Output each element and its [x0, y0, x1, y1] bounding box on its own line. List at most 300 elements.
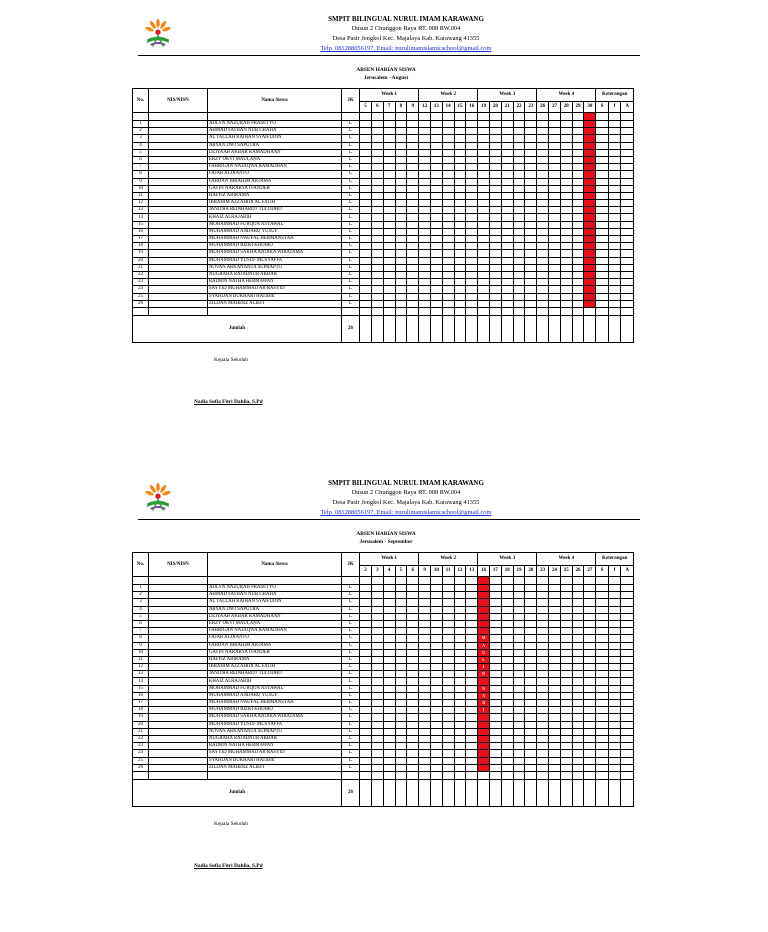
attendance-cell[interactable] — [442, 300, 454, 307]
attendance-cell[interactable] — [490, 685, 502, 692]
attendance-cell[interactable] — [584, 671, 596, 678]
attendance-cell[interactable] — [430, 171, 442, 178]
keterangan-a-cell[interactable] — [621, 599, 634, 606]
attendance-cell[interactable] — [454, 635, 466, 642]
attendance-cell[interactable] — [395, 714, 407, 721]
attendance-cell[interactable] — [442, 250, 454, 257]
attendance-cell[interactable] — [360, 128, 372, 135]
attendance-cell[interactable] — [572, 743, 584, 750]
attendance-cell[interactable] — [478, 192, 490, 199]
attendance-cell[interactable] — [371, 707, 383, 714]
attendance-cell[interactable] — [419, 264, 431, 271]
attendance-cell[interactable] — [371, 228, 383, 235]
attendance-cell[interactable] — [537, 620, 549, 627]
attendance-cell[interactable] — [371, 156, 383, 163]
keterangan-a-cell[interactable] — [621, 207, 634, 214]
attendance-cell[interactable] — [549, 228, 561, 235]
keterangan-i-cell[interactable] — [608, 221, 620, 228]
attendance-cell[interactable] — [572, 678, 584, 685]
attendance-cell[interactable] — [407, 178, 419, 185]
keterangan-a-cell[interactable] — [621, 236, 634, 243]
attendance-cell[interactable] — [360, 620, 372, 627]
attendance-cell[interactable] — [560, 735, 572, 742]
attendance-cell[interactable] — [419, 764, 431, 771]
keterangan-a-cell[interactable] — [621, 743, 634, 750]
attendance-cell[interactable] — [442, 178, 454, 185]
attendance-cell[interactable] — [525, 664, 537, 671]
attendance-cell[interactable] — [572, 707, 584, 714]
attendance-cell[interactable] — [430, 649, 442, 656]
attendance-cell[interactable] — [525, 757, 537, 764]
keterangan-s-cell[interactable] — [596, 599, 608, 606]
keterangan-i-cell[interactable] — [608, 257, 620, 264]
attendance-cell[interactable] — [407, 678, 419, 685]
attendance-cell[interactable] — [549, 135, 561, 142]
attendance-cell[interactable] — [419, 599, 431, 606]
attendance-cell[interactable] — [501, 257, 513, 264]
attendance-cell[interactable] — [407, 171, 419, 178]
attendance-cell[interactable] — [537, 728, 549, 735]
attendance-cell[interactable] — [466, 664, 478, 671]
attendance-cell[interactable] — [360, 635, 372, 642]
attendance-cell[interactable] — [419, 128, 431, 135]
attendance-cell[interactable] — [572, 714, 584, 721]
attendance-cell[interactable] — [419, 750, 431, 757]
attendance-cell[interactable] — [407, 757, 419, 764]
keterangan-i-cell[interactable] — [608, 178, 620, 185]
attendance-cell[interactable] — [572, 286, 584, 293]
attendance-cell[interactable] — [430, 707, 442, 714]
attendance-cell[interactable] — [466, 671, 478, 678]
attendance-cell[interactable] — [501, 250, 513, 257]
attendance-cell[interactable] — [419, 743, 431, 750]
attendance-cell[interactable] — [572, 257, 584, 264]
attendance-cell[interactable] — [466, 750, 478, 757]
attendance-cell[interactable] — [537, 121, 549, 128]
attendance-cell[interactable] — [490, 185, 502, 192]
attendance-cell[interactable] — [442, 128, 454, 135]
attendance-cell[interactable] — [371, 271, 383, 278]
keterangan-s-cell[interactable] — [596, 685, 608, 692]
attendance-cell[interactable] — [584, 656, 596, 663]
keterangan-s-cell[interactable] — [596, 171, 608, 178]
attendance-cell[interactable] — [537, 628, 549, 635]
attendance-cell[interactable] — [383, 735, 395, 742]
attendance-cell[interactable] — [537, 257, 549, 264]
attendance-cell[interactable] — [584, 664, 596, 671]
attendance-cell[interactable] — [525, 185, 537, 192]
attendance-cell[interactable] — [490, 164, 502, 171]
attendance-cell[interactable] — [584, 678, 596, 685]
attendance-cell[interactable] — [407, 700, 419, 707]
attendance-cell[interactable] — [501, 764, 513, 771]
attendance-cell[interactable] — [572, 585, 584, 592]
attendance-cell[interactable] — [513, 642, 525, 649]
keterangan-a-cell[interactable] — [621, 678, 634, 685]
keterangan-s-cell[interactable] — [596, 642, 608, 649]
attendance-cell[interactable] — [454, 128, 466, 135]
attendance-cell[interactable] — [537, 192, 549, 199]
attendance-cell[interactable] — [549, 221, 561, 228]
attendance-cell[interactable] — [501, 271, 513, 278]
attendance-cell[interactable] — [442, 171, 454, 178]
attendance-cell[interactable] — [395, 128, 407, 135]
attendance-cell[interactable] — [383, 642, 395, 649]
attendance-cell[interactable] — [549, 678, 561, 685]
attendance-cell[interactable] — [513, 649, 525, 656]
keterangan-s-cell[interactable] — [596, 735, 608, 742]
attendance-cell[interactable] — [442, 743, 454, 750]
attendance-cell[interactable] — [525, 286, 537, 293]
keterangan-i-cell[interactable] — [608, 728, 620, 735]
keterangan-s-cell[interactable] — [596, 293, 608, 300]
attendance-cell[interactable] — [466, 236, 478, 243]
attendance-cell[interactable] — [442, 156, 454, 163]
attendance-cell[interactable] — [395, 599, 407, 606]
keterangan-a-cell[interactable] — [621, 128, 634, 135]
attendance-cell[interactable] — [560, 728, 572, 735]
keterangan-i-cell[interactable] — [608, 286, 620, 293]
attendance-cell[interactable] — [419, 606, 431, 613]
attendance-cell[interactable] — [360, 700, 372, 707]
attendance-cell[interactable] — [442, 642, 454, 649]
attendance-cell[interactable] — [360, 171, 372, 178]
attendance-cell[interactable] — [513, 671, 525, 678]
attendance-cell[interactable] — [430, 207, 442, 214]
attendance-cell[interactable] — [501, 185, 513, 192]
attendance-cell[interactable] — [360, 264, 372, 271]
attendance-cell[interactable] — [572, 728, 584, 735]
attendance-cell[interactable] — [371, 599, 383, 606]
keterangan-i-cell[interactable] — [608, 613, 620, 620]
attendance-cell[interactable] — [572, 656, 584, 663]
keterangan-s-cell[interactable] — [596, 635, 608, 642]
attendance-cell[interactable] — [395, 156, 407, 163]
attendance-cell[interactable] — [360, 243, 372, 250]
attendance-cell[interactable] — [537, 171, 549, 178]
attendance-cell[interactable] — [383, 743, 395, 750]
attendance-cell[interactable] — [383, 678, 395, 685]
attendance-cell[interactable] — [466, 243, 478, 250]
attendance-cell[interactable] — [513, 121, 525, 128]
attendance-cell[interactable] — [478, 149, 490, 156]
attendance-cell[interactable] — [537, 271, 549, 278]
attendance-cell[interactable] — [383, 721, 395, 728]
attendance-cell[interactable] — [560, 757, 572, 764]
keterangan-s-cell[interactable] — [596, 128, 608, 135]
attendance-cell[interactable] — [478, 236, 490, 243]
attendance-cell[interactable] — [395, 649, 407, 656]
attendance-cell[interactable] — [525, 728, 537, 735]
attendance-cell[interactable] — [442, 135, 454, 142]
attendance-cell[interactable] — [395, 207, 407, 214]
attendance-cell[interactable] — [513, 236, 525, 243]
attendance-cell[interactable] — [395, 271, 407, 278]
attendance-cell[interactable] — [478, 279, 490, 286]
attendance-cell[interactable] — [407, 620, 419, 627]
attendance-cell[interactable] — [490, 279, 502, 286]
keterangan-a-cell[interactable] — [621, 685, 634, 692]
keterangan-i-cell[interactable] — [608, 135, 620, 142]
attendance-cell[interactable] — [419, 707, 431, 714]
attendance-cell[interactable] — [371, 692, 383, 699]
attendance-cell[interactable] — [501, 678, 513, 685]
attendance-cell[interactable] — [560, 700, 572, 707]
keterangan-a-cell[interactable] — [621, 692, 634, 699]
keterangan-i-cell[interactable] — [608, 164, 620, 171]
attendance-cell[interactable] — [501, 279, 513, 286]
keterangan-a-cell[interactable] — [621, 606, 634, 613]
attendance-cell[interactable] — [371, 171, 383, 178]
attendance-cell[interactable] — [419, 685, 431, 692]
attendance-cell[interactable] — [383, 635, 395, 642]
attendance-cell[interactable] — [537, 585, 549, 592]
attendance-cell[interactable] — [383, 200, 395, 207]
attendance-cell[interactable] — [466, 735, 478, 742]
attendance-cell[interactable] — [560, 649, 572, 656]
attendance-cell[interactable] — [407, 271, 419, 278]
keterangan-i-cell[interactable] — [608, 599, 620, 606]
attendance-cell[interactable] — [371, 664, 383, 671]
attendance-cell[interactable] — [454, 135, 466, 142]
attendance-cell[interactable] — [395, 121, 407, 128]
attendance-cell[interactable] — [371, 300, 383, 307]
attendance-cell[interactable] — [560, 243, 572, 250]
attendance-cell[interactable] — [407, 185, 419, 192]
attendance-cell[interactable] — [395, 664, 407, 671]
attendance-cell[interactable] — [442, 678, 454, 685]
attendance-cell[interactable] — [513, 293, 525, 300]
attendance-cell[interactable] — [549, 728, 561, 735]
keterangan-i-cell[interactable] — [608, 721, 620, 728]
attendance-cell[interactable] — [513, 200, 525, 207]
attendance-cell[interactable] — [560, 743, 572, 750]
attendance-cell[interactable] — [395, 685, 407, 692]
attendance-cell[interactable] — [360, 214, 372, 221]
attendance-cell[interactable] — [395, 185, 407, 192]
school-contact-link[interactable]: Telp. 081288056197, Email: nurulimamislamicschool@gmail.com — [320, 509, 492, 516]
attendance-cell[interactable] — [395, 678, 407, 685]
attendance-cell[interactable] — [490, 642, 502, 649]
attendance-cell[interactable] — [572, 599, 584, 606]
attendance-cell[interactable] — [466, 164, 478, 171]
attendance-cell[interactable] — [395, 764, 407, 771]
attendance-cell[interactable] — [407, 592, 419, 599]
attendance-cell[interactable] — [430, 664, 442, 671]
attendance-cell[interactable] — [501, 592, 513, 599]
attendance-cell[interactable] — [371, 656, 383, 663]
attendance-cell[interactable] — [501, 613, 513, 620]
attendance-cell[interactable] — [537, 178, 549, 185]
attendance-cell[interactable] — [371, 642, 383, 649]
attendance-cell[interactable] — [407, 692, 419, 699]
attendance-cell[interactable] — [419, 185, 431, 192]
attendance-cell[interactable] — [454, 228, 466, 235]
attendance-cell[interactable] — [572, 149, 584, 156]
attendance-cell[interactable] — [513, 257, 525, 264]
attendance-cell[interactable] — [490, 178, 502, 185]
keterangan-i-cell[interactable] — [608, 228, 620, 235]
attendance-cell[interactable] — [513, 264, 525, 271]
attendance-cell[interactable] — [430, 293, 442, 300]
attendance-cell[interactable] — [371, 178, 383, 185]
attendance-cell[interactable] — [584, 757, 596, 764]
keterangan-i-cell[interactable] — [608, 200, 620, 207]
keterangan-s-cell[interactable] — [596, 164, 608, 171]
attendance-cell[interactable] — [537, 721, 549, 728]
keterangan-a-cell[interactable] — [621, 135, 634, 142]
attendance-cell[interactable] — [560, 300, 572, 307]
keterangan-i-cell[interactable] — [608, 271, 620, 278]
keterangan-s-cell[interactable] — [596, 721, 608, 728]
attendance-cell[interactable] — [537, 236, 549, 243]
attendance-cell[interactable] — [560, 228, 572, 235]
attendance-cell[interactable] — [360, 707, 372, 714]
attendance-cell[interactable] — [442, 764, 454, 771]
attendance-cell[interactable] — [442, 164, 454, 171]
attendance-cell[interactable] — [501, 750, 513, 757]
attendance-cell[interactable] — [513, 185, 525, 192]
attendance-cell[interactable] — [360, 192, 372, 199]
attendance-cell[interactable] — [395, 613, 407, 620]
attendance-cell[interactable] — [560, 692, 572, 699]
attendance-cell[interactable] — [407, 207, 419, 214]
attendance-cell[interactable] — [525, 121, 537, 128]
attendance-cell[interactable] — [454, 649, 466, 656]
attendance-cell[interactable] — [537, 149, 549, 156]
keterangan-s-cell[interactable] — [596, 250, 608, 257]
attendance-cell[interactable] — [584, 642, 596, 649]
attendance-cell[interactable] — [430, 250, 442, 257]
attendance-cell[interactable] — [513, 164, 525, 171]
attendance-cell[interactable] — [537, 286, 549, 293]
attendance-cell[interactable] — [560, 279, 572, 286]
attendance-cell[interactable] — [525, 620, 537, 627]
attendance-cell[interactable] — [572, 207, 584, 214]
attendance-cell[interactable] — [419, 642, 431, 649]
attendance-cell[interactable] — [537, 142, 549, 149]
attendance-cell[interactable] — [383, 279, 395, 286]
keterangan-i-cell[interactable] — [608, 700, 620, 707]
attendance-cell[interactable] — [466, 721, 478, 728]
keterangan-i-cell[interactable] — [608, 171, 620, 178]
attendance-cell[interactable] — [525, 700, 537, 707]
attendance-cell[interactable] — [371, 207, 383, 214]
attendance-cell[interactable] — [454, 293, 466, 300]
attendance-cell[interactable] — [466, 214, 478, 221]
attendance-cell[interactable] — [525, 257, 537, 264]
attendance-cell[interactable] — [466, 300, 478, 307]
attendance-cell[interactable] — [478, 300, 490, 307]
attendance-cell[interactable] — [360, 149, 372, 156]
keterangan-s-cell[interactable] — [596, 757, 608, 764]
attendance-cell[interactable] — [371, 700, 383, 707]
attendance-cell[interactable] — [395, 692, 407, 699]
attendance-cell[interactable] — [442, 620, 454, 627]
attendance-cell[interactable] — [572, 192, 584, 199]
keterangan-a-cell[interactable] — [621, 707, 634, 714]
attendance-cell[interactable] — [407, 236, 419, 243]
attendance-cell[interactable] — [560, 185, 572, 192]
attendance-cell[interactable] — [490, 628, 502, 635]
attendance-cell[interactable] — [572, 300, 584, 307]
attendance-cell[interactable] — [501, 200, 513, 207]
keterangan-i-cell[interactable] — [608, 743, 620, 750]
attendance-cell[interactable] — [419, 628, 431, 635]
attendance-cell[interactable] — [419, 585, 431, 592]
attendance-cell[interactable] — [560, 764, 572, 771]
attendance-cell[interactable] — [360, 200, 372, 207]
keterangan-i-cell[interactable] — [608, 243, 620, 250]
attendance-cell[interactable] — [537, 185, 549, 192]
attendance-cell[interactable] — [383, 264, 395, 271]
attendance-cell[interactable] — [466, 678, 478, 685]
attendance-cell[interactable] — [383, 700, 395, 707]
attendance-cell[interactable] — [430, 300, 442, 307]
attendance-cell[interactable] — [525, 171, 537, 178]
attendance-cell[interactable] — [442, 750, 454, 757]
attendance-cell[interactable] — [371, 678, 383, 685]
attendance-cell[interactable] — [490, 707, 502, 714]
attendance-cell[interactable] — [572, 178, 584, 185]
attendance-cell[interactable] — [395, 735, 407, 742]
attendance-cell[interactable] — [419, 620, 431, 627]
keterangan-s-cell[interactable] — [596, 243, 608, 250]
attendance-cell[interactable] — [466, 743, 478, 750]
attendance-cell[interactable] — [371, 714, 383, 721]
attendance-cell[interactable] — [466, 200, 478, 207]
attendance-cell[interactable] — [572, 700, 584, 707]
attendance-cell[interactable] — [442, 185, 454, 192]
attendance-cell[interactable] — [513, 135, 525, 142]
attendance-cell[interactable] — [371, 764, 383, 771]
attendance-cell[interactable] — [407, 735, 419, 742]
attendance-cell[interactable] — [478, 293, 490, 300]
attendance-cell[interactable] — [430, 692, 442, 699]
attendance-cell[interactable] — [430, 185, 442, 192]
keterangan-s-cell[interactable] — [596, 279, 608, 286]
attendance-cell[interactable] — [549, 185, 561, 192]
attendance-cell[interactable] — [560, 293, 572, 300]
attendance-cell[interactable] — [525, 207, 537, 214]
attendance-cell[interactable] — [572, 613, 584, 620]
attendance-cell[interactable] — [537, 293, 549, 300]
attendance-cell[interactable] — [560, 664, 572, 671]
attendance-cell[interactable] — [537, 635, 549, 642]
attendance-cell[interactable] — [549, 721, 561, 728]
keterangan-i-cell[interactable] — [608, 192, 620, 199]
attendance-cell[interactable] — [525, 764, 537, 771]
attendance-cell[interactable] — [537, 264, 549, 271]
attendance-cell[interactable] — [537, 671, 549, 678]
attendance-cell[interactable] — [490, 649, 502, 656]
attendance-cell[interactable] — [572, 236, 584, 243]
keterangan-s-cell[interactable] — [596, 214, 608, 221]
attendance-cell[interactable] — [419, 192, 431, 199]
attendance-cell[interactable] — [383, 149, 395, 156]
attendance-cell[interactable] — [513, 678, 525, 685]
attendance-cell[interactable] — [383, 185, 395, 192]
attendance-cell[interactable] — [466, 121, 478, 128]
attendance-cell[interactable] — [419, 735, 431, 742]
attendance-cell[interactable] — [395, 135, 407, 142]
attendance-cell[interactable] — [501, 635, 513, 642]
attendance-cell[interactable] — [572, 685, 584, 692]
attendance-cell[interactable] — [407, 243, 419, 250]
attendance-cell[interactable] — [549, 236, 561, 243]
keterangan-s-cell[interactable] — [596, 728, 608, 735]
attendance-cell[interactable] — [360, 750, 372, 757]
